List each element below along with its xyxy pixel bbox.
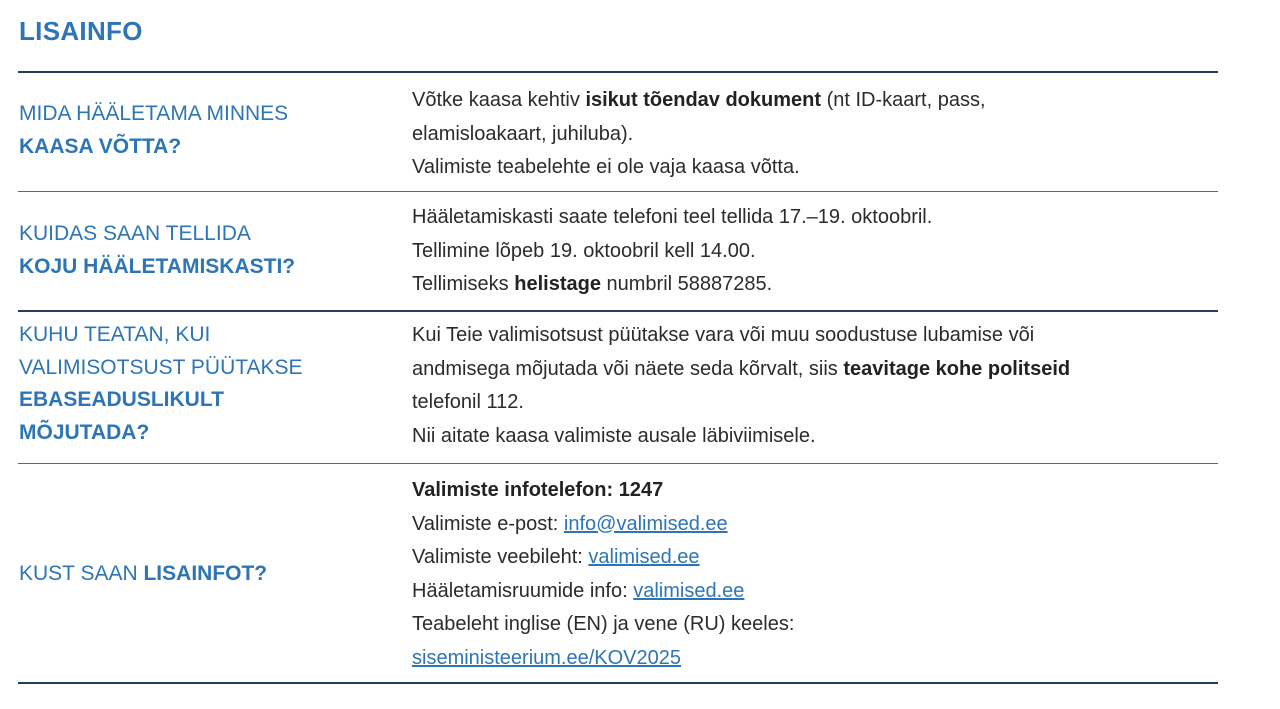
page-title: LISAINFO xyxy=(19,16,143,46)
row-divider xyxy=(18,191,1218,192)
question-text: KUST SAAN LISAINFOT? xyxy=(19,562,268,585)
ministry-link[interactable]: siseministeerium.ee/KOV2025 xyxy=(412,646,682,669)
answer-line: Kui Teie valimisotsust püütakse vara või muu soodustuse lubamise või xyxy=(412,324,1035,346)
answer-more-info xyxy=(412,474,1222,675)
question-text: KUHU TEATAN, KUI xyxy=(19,323,211,346)
email-link[interactable]: info@valimised.ee xyxy=(563,512,728,535)
question-text: KUIDAS SAAN TELLIDA xyxy=(19,222,251,245)
question-emphasis: KOJU HÄÄLETAMISKASTI? xyxy=(19,254,296,278)
answer-line xyxy=(412,474,1222,508)
info-phone: Valimiste infotelefon: 1247 xyxy=(412,479,664,501)
question-what-to-bring xyxy=(19,98,399,163)
row-divider xyxy=(18,310,1218,312)
answer-report-influence xyxy=(412,319,1222,453)
question-emphasis: EBASEADUSLIKULT xyxy=(19,388,224,411)
answer-line: Hääletamiskasti saate telefoni teel tellida 17.–19. oktoobril. xyxy=(412,206,933,228)
website-link[interactable]: valimised.ee xyxy=(588,546,700,568)
answer-line: elamisloakaart, juhiluba). xyxy=(412,122,634,145)
answer-line: Võtke kaasa kehtiv isikut tõendav dokument (nt ID-kaart, pass, xyxy=(412,89,986,111)
answer-line xyxy=(412,642,1222,676)
question-order-ballot-box xyxy=(19,218,399,283)
answer-line: Valimiste teabelehte ei ole vaja kaasa võtta. xyxy=(412,156,800,178)
answer-line: Valimiste veebileht: valimised.ee xyxy=(412,546,700,568)
answer-what-to-bring xyxy=(412,84,1222,185)
top-rule xyxy=(18,71,1218,73)
question-more-info xyxy=(19,558,399,591)
question-emphasis: MÕJUTADA? xyxy=(19,420,150,444)
answer-line: andmisega mõjutada või näete seda kõrvalt, siis teavitage kohe politseid xyxy=(412,357,1071,380)
question-emphasis: KAASA VÕTTA? xyxy=(19,134,182,158)
question-text: VALIMISOTSUST PÜÜTAKSE xyxy=(19,355,303,379)
answer-line: Tellimine lõpeb 19. oktoobril kell 14.00. xyxy=(412,239,756,262)
question-report-influence xyxy=(19,319,399,449)
answer-line: Teabeleht inglise (EN) ja vene (RU) keeles: xyxy=(412,613,795,635)
question-emphasis: LISAINFOT? xyxy=(143,562,268,585)
answer-line: Nii aitate kaasa valimiste ausale läbiviimisele. xyxy=(412,424,816,447)
polling-info-link[interactable]: valimised.ee xyxy=(633,579,745,602)
answer-line: telefonil 112. xyxy=(412,391,524,413)
answer-line: Tellimiseks helistage numbril 58887285. xyxy=(412,273,773,295)
answer-line: Hääletamisruumide info: valimised.ee xyxy=(412,579,745,602)
question-text: MIDA HÄÄLETAMA MINNES xyxy=(19,102,289,125)
bottom-rule xyxy=(18,682,1218,684)
answer-order-ballot-box xyxy=(412,201,1222,302)
answer-line: Valimiste e-post: info@valimised.ee xyxy=(412,512,728,535)
row-divider xyxy=(18,463,1218,464)
